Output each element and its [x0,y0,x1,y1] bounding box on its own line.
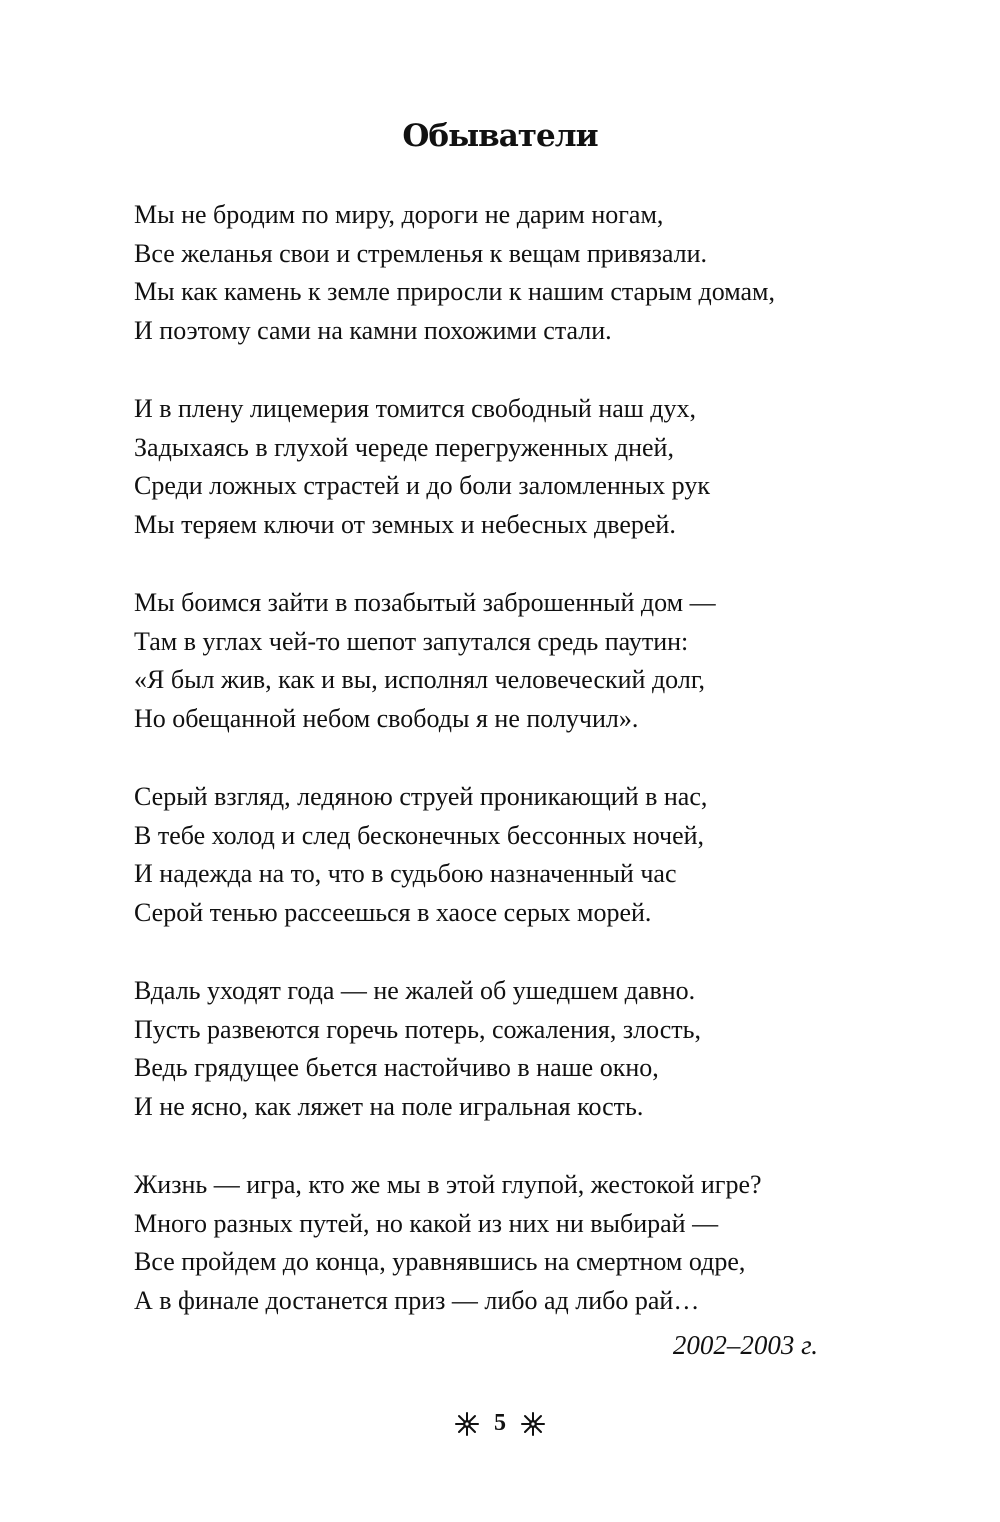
stanza-4 [134,778,874,932]
poem-line: Там в углах чей-то шепот запутался средь паутин: [134,626,689,656]
stanza-1 [134,196,874,350]
poem-line: В тебе холод и след бесконечных бессонных ночей, [134,820,705,850]
stanza-6 [134,1166,874,1320]
poem-line: Мы боимся зайти в позабытый заброшенный дом — [134,588,716,617]
poem-line: Мы не бродим по миру, дороги не дарим ногам, [134,200,664,229]
poem-line: Пусть развеются горечь потерь, сожаления, злость, [134,1014,702,1044]
poem-line: «Я был жив, как и вы, исполнял человеческий долг, [134,665,706,694]
page-footer [0,1410,1000,1437]
poem-line: Все желанья свои и стремленья к вещам привязали. [134,238,708,268]
poem-title: Обыватели [402,118,598,154]
poem-line: Задыхаясь в глухой череде перегруженных дней, [134,432,674,462]
stanza-5 [134,972,874,1126]
poem-line: Жизнь — игра, кто же мы в этой глупой, жестокой игре? [134,1170,762,1199]
poem-line: Мы теряем ключи от земных и небесных дверей. [134,509,676,539]
poem-body [134,196,874,1360]
poem-line: Но обещанной небом свободы я не получил». [134,703,639,733]
stanza-3 [134,584,874,738]
poem-line: И поэтому сами на камни похожими стали. [134,315,612,345]
poem-line: Мы как камень к земле приросли к нашим старым домам, [134,277,776,306]
poem-line: Вдаль уходят года — не жалей об ушедшем давно. [134,976,696,1005]
poem-line: И в плену лицемерия томится свободный наш дух, [134,394,697,423]
poem-line: Все пройдем до конца, уравнявшись на смертном одре, [134,1247,746,1276]
poem-line: Ведь грядущее бьется настойчиво в наше окно, [134,1053,659,1082]
poem-line: И надежда на то, что в судьбою назначенный час [134,859,677,888]
stanza-2 [134,390,874,544]
poem-line: И не ясно, как ляжет на поле игральная кость. [134,1091,644,1121]
poem-date: 2002–2003 г. [672,1330,818,1360]
snowflake-ornament-icon [520,1411,546,1437]
page-number: 5 [494,1410,506,1436]
poem-line: Среди ложных страстей и до боли заломленных рук [134,471,710,500]
poem-line: Много разных путей, но какой из них ни выбирай — [134,1208,719,1238]
poem-line: А в финале достанется приз — либо ад либо рай… [134,1285,700,1315]
poem-line: Серый взгляд, ледяною струей проникающий в нас, [134,782,708,811]
snowflake-ornament-icon [454,1411,480,1437]
poem-line: Серой тенью рассеешься в хаосе серых морей. [134,897,652,927]
